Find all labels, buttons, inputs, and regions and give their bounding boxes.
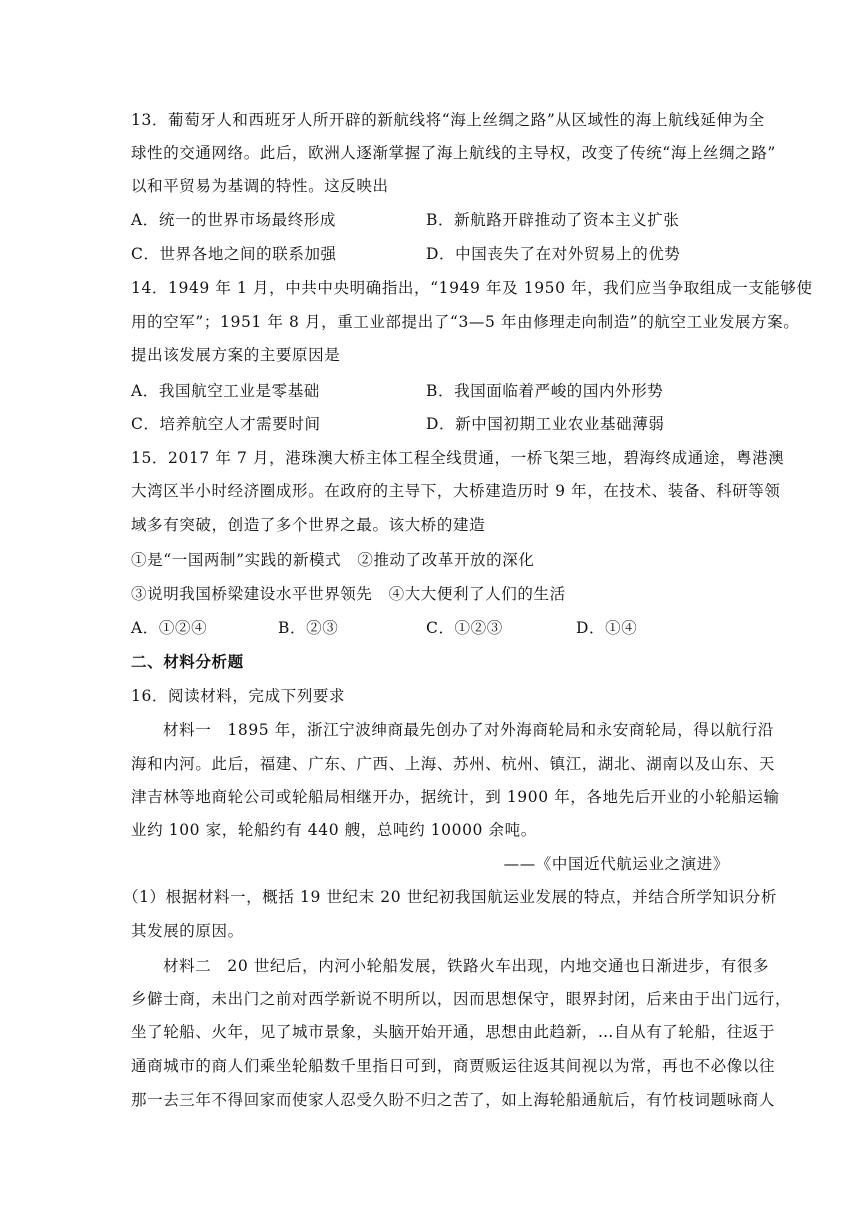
q16-material1-line1: 材料一 1895 年，浙江宁波绅商最先创办了对外海商轮局和永安商轮局，得以航行沿 [163, 721, 774, 739]
q15-statement-3-4: ③说明我国桥梁建设水平世界领先 ④大大便利了人们的生活 [131, 585, 566, 603]
q15-option-c: C．①②③ [426, 619, 503, 637]
q16-material2-line2: 乡僻士商，未出门之前对西学新说不明所以，因而思想保守，眼界封闭，后来由于出门远行， [131, 990, 792, 1008]
q13-stem-line3: 以和平贸易为基调的特性。这反映出 [131, 177, 389, 195]
q14-stem-line3: 提出该发展方案的主要原因是 [131, 346, 341, 364]
q13-option-b: B．新航路开辟推动了资本主义扩张 [426, 211, 680, 229]
q14-option-d: D．新中国初期工业农业基础薄弱 [426, 415, 665, 433]
q13-option-c: C．世界各地之间的联系加强 [131, 245, 337, 263]
q15-option-a: A．①②④ [131, 619, 208, 637]
q13-stem-line1: 13．葡萄牙人和西班牙人所开辟的新航线将“海上丝绸之路”从区域性的海上航线延伸为全 [131, 111, 765, 129]
q13-option-a: A．统一的世界市场最终形成 [131, 211, 336, 229]
q16-subquestion1-line2: 其发展的原因。 [131, 922, 244, 940]
q14-stem-line1: 14．1949 年 1 月，中共中央明确指出，“1949 年及 1950 年，我们应当争取组成一支能够使 [131, 279, 813, 297]
q16-material1-line3: 津吉林等地商轮公司或轮船局相继开办，据统计，到 1900 年，各地先后开业的小轮船运输 [131, 788, 780, 806]
q16-intro: 16．阅读材料，完成下列要求 [131, 687, 346, 705]
q13-option-d: D．中国丧失了在对外贸易上的优势 [426, 245, 681, 263]
q15-stem-line2: 大湾区半小时经济圈成形。在政府的主导下，大桥建造历时 9 年，在技术、装备、科研等领 [131, 482, 781, 500]
q13-stem-line2: 球性的交通网络。此后，欧洲人逐渐掌握了海上航线的主导权，改变了传统“海上丝绸之路” [131, 144, 776, 162]
q14-stem-line2: 用的空军”；1951 年 8 月，重工业部提出了“3—5 年由修理走向制造”的航空工业发展方案。 [131, 313, 800, 331]
q16-material2-line4: 通商城市的商人们乘坐轮船数千里指日可到，商贾贩运往返其间视以为常，再也不必像以往 [131, 1057, 776, 1075]
q16-material1-line2: 海和内河。此后，福建、广东、广西、上海、苏州、杭州、镇江，湖北、湖南以及山东、天 [131, 755, 776, 773]
section-heading: 二、材料分析题 [131, 652, 244, 671]
q16-material1-source: ——《中国近代航运业之演进》 [503, 855, 729, 873]
q15-statement-1-2: ①是“一国两制”实践的新模式 ②推动了改革开放的深化 [131, 551, 535, 569]
q14-option-b: B．我国面临着严峻的国内外形势 [426, 382, 664, 400]
q15-option-d: D．①④ [576, 619, 638, 637]
q16-material2-line1: 材料二 20 世纪后，内河小轮船发展，铁路火车出现，内地交通也日渐进步，有很多 [163, 957, 770, 975]
q14-option-c: C．培养航空人才需要时间 [131, 415, 321, 433]
q16-material2-line3: 坐了轮船、火年，见了城市景象，头脑开始开通，思想由此趋新，…自从有了轮船，往返于 [131, 1023, 776, 1041]
q16-subquestion1-line1: （1）根据材料一，概括 19 世纪末 20 世纪初我国航运业发展的特点，并结合所学知识分析 [123, 888, 778, 906]
q14-option-a: A．我国航空工业是零基础 [131, 382, 320, 400]
q15-stem-line3: 域多有突破，创造了多个世界之最。该大桥的建造 [131, 516, 486, 534]
q15-stem-line1: 15．2017 年 7 月，港珠澳大桥主体工程全线贯通，一桥飞架三地，碧海终成通途，粤港澳 [131, 449, 785, 467]
q16-material2-line5: 那一去三年不得回家而使家人忍受久盼不归之苦了，如上海轮船通航后，有竹枝词题咏商人 [131, 1091, 776, 1109]
q16-material1-line4: 业约 100 家，轮船约有 440 艘，总吨约 10000 余吨。 [131, 821, 537, 839]
q15-option-b: B．②③ [278, 619, 339, 637]
